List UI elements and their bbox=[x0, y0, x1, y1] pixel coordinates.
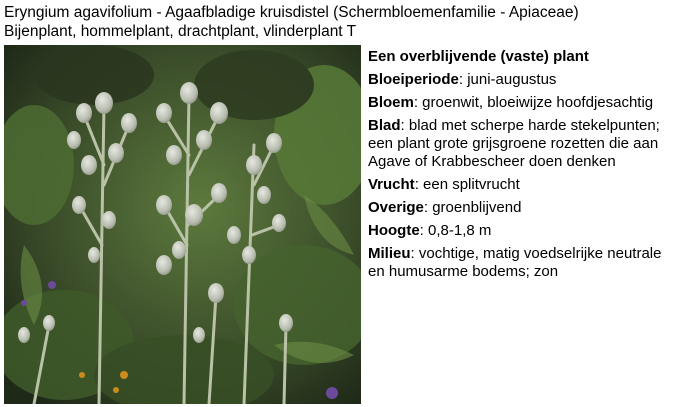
overige-row bbox=[368, 199, 698, 217]
hoogte-value: : 0,8-1,8 m bbox=[419, 222, 492, 239]
milieu-row bbox=[368, 245, 698, 281]
hoogte-label: Hoogte bbox=[368, 222, 420, 239]
blad-value-line3: Agave of Krabbescheer doen denken bbox=[368, 153, 616, 170]
bloem-value: : groenwit, bloeiwijze hoofdjesachtig bbox=[413, 94, 654, 111]
bloeiperiode-value: : juni-augustus bbox=[458, 71, 557, 88]
vrucht-row bbox=[368, 176, 698, 194]
plant-type: Een overblijvende (vaste) plant bbox=[368, 48, 589, 65]
page-header bbox=[4, 3, 694, 41]
vrucht-value: : een splitvrucht bbox=[414, 176, 520, 193]
title-line: Eryngium agavifolium - Agaafbladige kruisdistel (Schermbloemenfamilie - Apiaceae) bbox=[4, 4, 579, 21]
blad-value-line2: een plant grote grijsgroene rozetten die aan bbox=[368, 135, 659, 152]
bloeiperiode-label: Bloeiperiode bbox=[368, 71, 459, 88]
blad-label: Blad bbox=[368, 117, 401, 134]
subtitle-line: Bijenplant, hommelplant, drachtplant, vlinderplant T bbox=[4, 23, 357, 40]
bloeiperiode-row bbox=[368, 71, 698, 89]
overige-label: Overige bbox=[368, 199, 424, 216]
plant-info bbox=[368, 48, 698, 286]
milieu-label: Milieu bbox=[368, 245, 411, 262]
plant-photo bbox=[4, 45, 361, 404]
blad-row bbox=[368, 117, 698, 171]
milieu-value-line1: : vochtige, matig voedselrijke neutrale bbox=[410, 245, 662, 262]
blad-value-line1: : blad met scherpe harde stekelpunten; bbox=[400, 117, 660, 134]
bloem-row bbox=[368, 94, 698, 112]
milieu-value-line2: en humusarme bodems; zon bbox=[368, 263, 559, 280]
hoogte-row bbox=[368, 222, 698, 240]
vrucht-label: Vrucht bbox=[368, 176, 415, 193]
overige-value: : groenblijvend bbox=[423, 199, 522, 216]
plant-photo-illustration bbox=[4, 45, 361, 404]
bloem-label: Bloem bbox=[368, 94, 414, 111]
